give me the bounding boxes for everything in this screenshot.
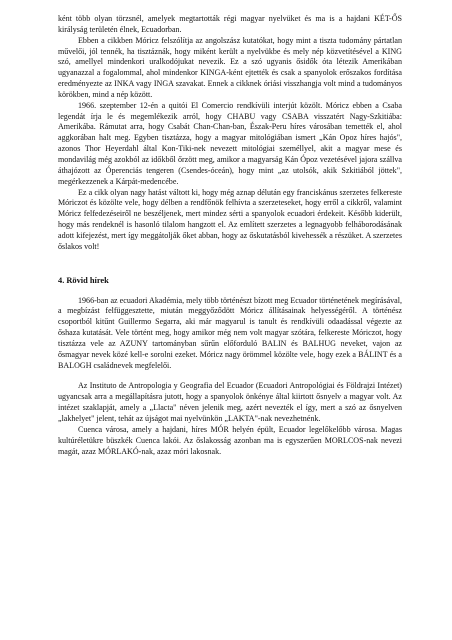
paragraph-institute: Az Instituto de Antropologia y Geografia del Ecuador (Ecuadori Antropológiai és Földrajzi Intézet) ugyancsak arra a megállapításra jutott, hogy a spanyolok önkénye által kiirtott ősnyelv a magyar volt. Az intézet szaklapját, amely a „Llacta" néven jelenik meg, azért nevezték el így, mert a szó az ősnyelven „lakhelyet" jelent, tehát az újságot mai nyelvünkön „LAKTA"-nak nevezhetnénk.: [58, 381, 402, 423]
paragraph-cuenca: Cuenca városa, amely a hajdani, híres MÓR helyén épült, Ecuador legelőkelőbb városa. Magas kultúréletükre büszkék Cuenca lakói. Az őslakosság azonban ma is egyszerűen MORLCOS-nak nevezi magát, azaz MÓRLAKÓ-nak, azaz móri lakosnak.: [58, 424, 402, 456]
short-news-section: [58, 275, 402, 458]
paragraph-academy: 1966-ban az ecuadori Akadémia, mely több történészt bízott meg Ecuador történetének megírásával, a megbízást felfüggesztette, miután meggyőződött Móricz állításainak helyességéről. A történész csoportból kitűnt Guillermo Segarra, aki már magyarul is tanult és rendkívüli odaadással végezte az őshaza kutatását. Vele történt meg, hogy amikor még nem volt magyar szótára, felkereste Móriczot, hogy tisztázza vele az AZUNY tartományban sűrűn előforduló BALIN és BALHUG neveket, vajon az ősmagyar nevek közé kell-e sorolni ezeket. Móricz nagy örömmel közölte vele, hogy ezek a BÁLINT és a BALOGH családnevek megfelelői.: [58, 295, 402, 370]
paragraph-csaba-legend: 1966. szeptember 12-én a quitói El Comercio rendkívüli interjút közölt. Móricz ebben a Csaba legendát írja le és megemlékezik arról, hogy CHABU vagy CSABA visszatért Nagy-Szkitiába: Amerikába. Rámutat arra, hogy Csabát Chan-Chan-ban, Észak-Peru híres városában temették el, ahol aggkorában halt meg. Egyben tisztázza, hogy a magyar mitológiában ismert „Kán Opoz híres hajós", azonos Thor Heyerdahl által Kon-Tiki-nek nevezett mitológiai személlyel, akit a magyar mese és mondavilág még azokból az időkből őrzött meg, amikor a magyarság Kán Ópoz vezetésével jajora szállva áthajózott az Óperenciás tengeren (Csendes-óceán), hogy mint „az utolsók, akik Szkitiából jöttek", megérkezzenek a Kárpát-medencébe.: [58, 100, 402, 186]
article-section: [58, 14, 402, 253]
paragraph-continuation: ként több olyan törzsnél, amelyek megtartották régi magyar nyelvüket és ma is a hajdani KÉT-ŐS királyság területén élnek, Ecuadorban.: [58, 14, 402, 34]
paragraph-franciscan-monk: Ez a cikk olyan nagy hatást váltott ki, hogy még aznap délután egy franciskánus szerzetes felkereste Móriczot és közölte vele, hogy délben a rendfőnök felhívta a szerzeteseket, hogy erről a cikkről, valamint Móricz felfedezéseiről ne beszéljenek, mert mindez sérti a spanyolok ecuadori érdekeit. Később kiderült, hogy más rendeknél is hasonló tilalom hangzott el. Az említett szerzetes a legnagyobb felháborodásának adott kifejezést, mert így meggátolják őket abban, hogy az őskutatásból kivehessék a részüket. A szerzetes őslakos volt!: [58, 187, 402, 251]
paragraph-king-word: Ebben a cikkben Móricz felszólítja az angolszász kutatókat, hogy mint a tiszta tudomány pártatlan művelői, jól tennék, ha tisztáznák, hogy miként került a nyelvükbe és mely nép közvetítésével a KING szó, amellyel mindenkori uralkodójukat nevezik. Ez a szó ugyanis ősidők óta létezik Amerikában ugyanazzal a fogalommal, ahol mindenkor KINGA-ként ejtették és csak a spanyolok erőszakos fordítása eredményezte az INKA vagy INGA szavakat. Ennek a cikknek óriási visszhangja volt mind a tudományos körökben, mind a nép között.: [58, 35, 402, 99]
section-heading: 4. Rövid hírek: [58, 275, 109, 285]
